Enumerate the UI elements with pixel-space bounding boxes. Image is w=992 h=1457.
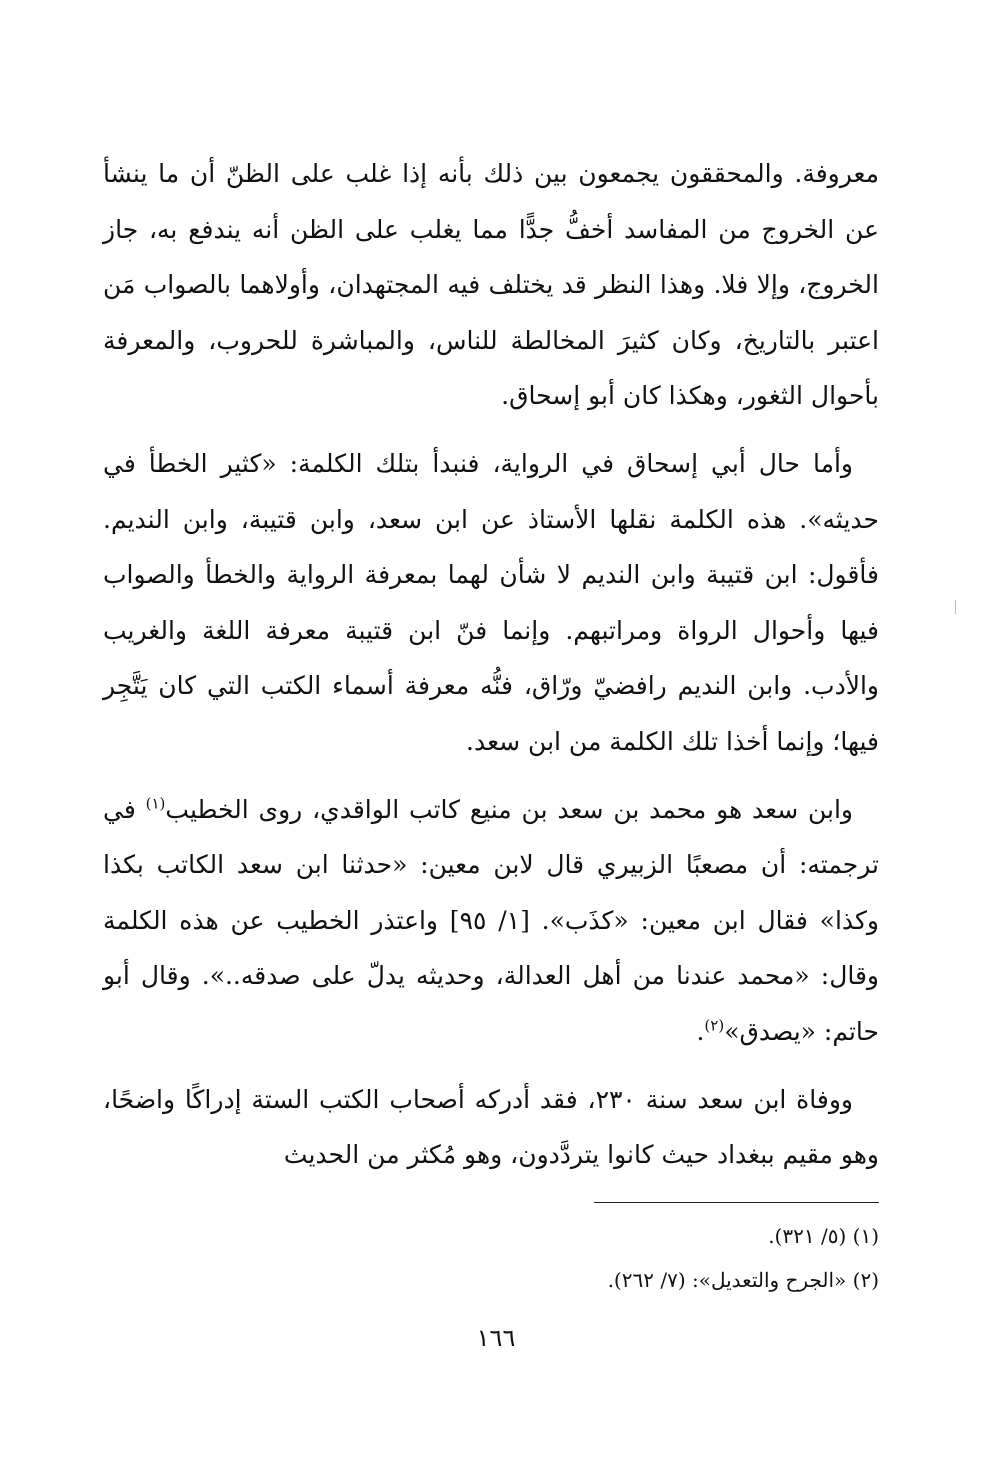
paragraph-3-text-b: في ترجمته: أن مصعبًا الزبيري قال لابن معين: «حدثنا ابن سعد الكاتب بكذا وكذا» فقال ابن معين: «كذَب». [١/ ٩٥] واعتذر الخطيب عن هذه الكلمة وقال: «محمد عندنا من أهل العدالة، وحديثه يدلّ على صدقه..». وقال أبو حاتم: «يصدق» (103, 794, 879, 1046)
paragraph-3 (103, 782, 879, 1060)
paragraph-2: وأما حال أبي إسحاق في الرواية، فنبدأ بتلك الكلمة: «كثير الخطأ في حديثه». هذه الكلمة نقلها الأستاذ عن ابن سعد، وابن قتيبة، وابن النديم. فأقول: ابن قتيبة وابن النديم لا شأن لهما بمعرفة الرواية والخطأ والصواب فيها وأحوال الرواة ومراتبهم. وإنما فنّ ابن قتيبة معرفة اللغة والغريب والأدب. وابن النديم رافضيّ ورّاق، فنُّه معرفة أسماء الكتب التي كان يَتَّجِر فيها؛ وإنما أخذا تلك الكلمة من ابن سعد. (103, 448, 879, 756)
paragraph-4: ووفاة ابن سعد سنة ٢٣٠، فقد أدركه أصحاب الكتب الستة إدراكًا واضحًا، وهو مقيم ببغداد حيث كانوا يتردَّدون، وهو مُكثر من الحديث (103, 1084, 879, 1170)
page-number: ١٦٦ (476, 1324, 516, 1352)
footnote-ref-2: (٢) (704, 1016, 725, 1035)
footnote-2: (٢) «الجرح والتعديل»: (٧/ ٢٦٢). (607, 1268, 879, 1292)
margin-mark (955, 600, 956, 614)
paragraph-3-text-c: . (696, 1016, 705, 1046)
footnote-1: (١) (٥/ ٣٢١). (768, 1224, 879, 1248)
footnotes (103, 1214, 879, 1302)
main-text (103, 146, 879, 1183)
footnote-separator (594, 1202, 879, 1203)
paragraph-3-text-a: وابن سعد هو محمد بن سعد بن منيع كاتب الواقدي، روى الخطيب (165, 794, 853, 824)
footnote-ref-1: (١) (145, 794, 166, 813)
paragraph-1: معروفة. والمحققون يجمعون بين ذلك بأنه إذا غلب على الظنّ أن ما ينشأ عن الخروج من المفاسد أخفُّ جدًّا مما يغلب على الظن أنه يندفع به، جاز الخروج، وإلا فلا. وهذا النظر قد يختلف فيه المجتهدان، وأولاهما بالصواب مَن اعتبر بالتاريخ، وكان كثيرَ المخالطة للناس، والمباشرة للحروب، والمعرفة بأحوال الثغور، وهكذا كان أبو إسحاق. (103, 159, 879, 411)
